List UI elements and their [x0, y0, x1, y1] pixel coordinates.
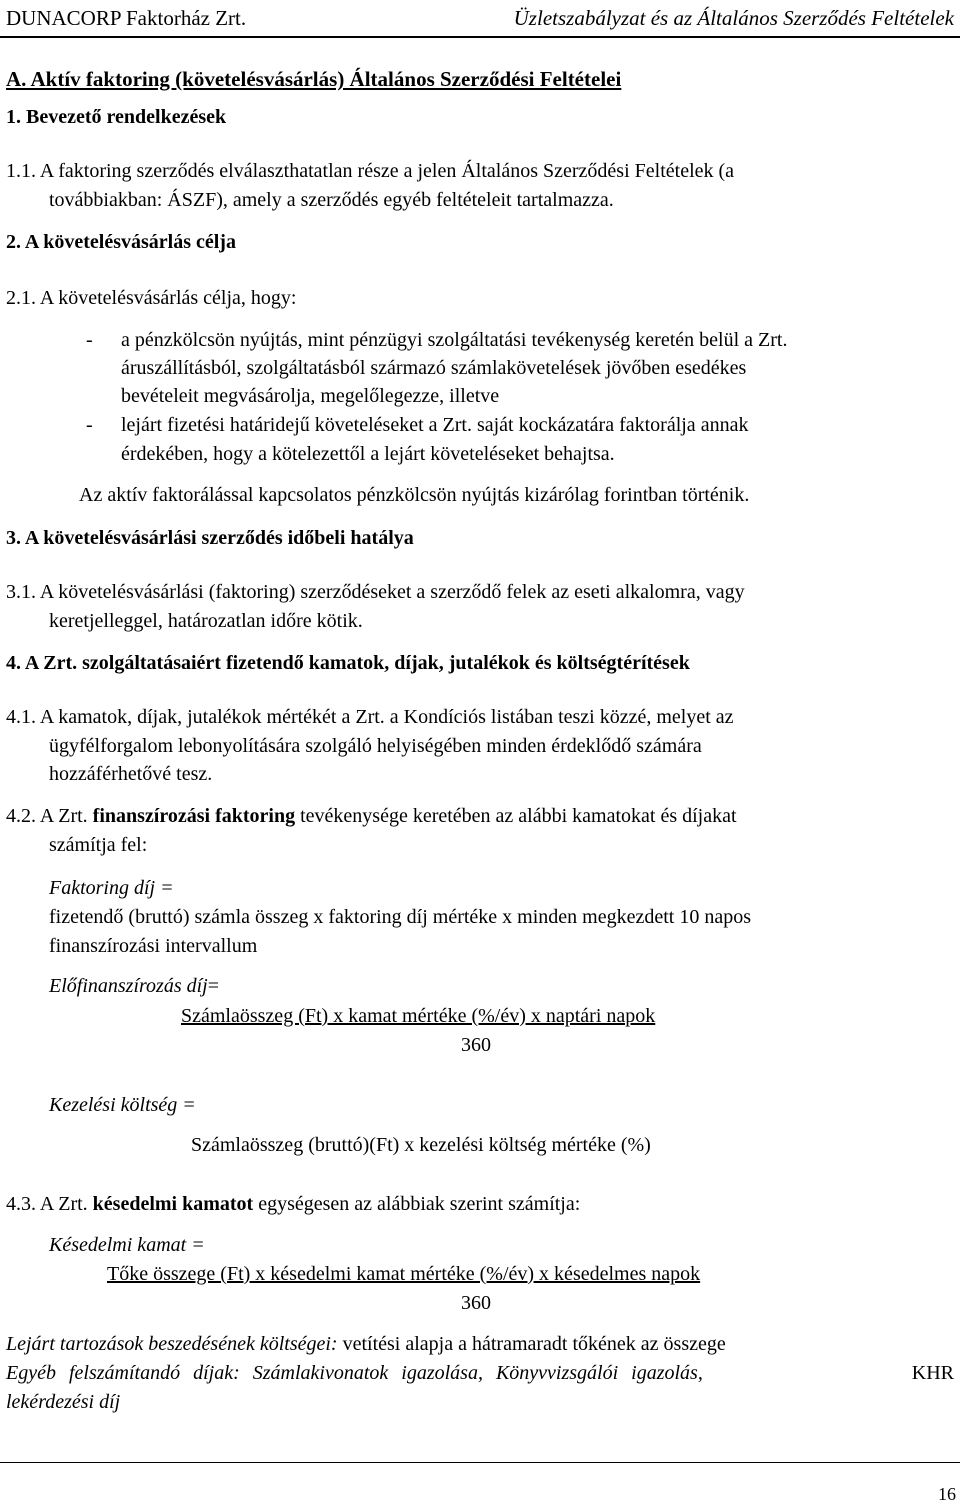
section-4-heading: 4. A Zrt. szolgáltatásaiért fizetendő kamatok, díjak, jutalékok és költségtérítések: [6, 652, 690, 674]
list-item-2-line1: lejárt fizetési határidejű követeléseket a Zrt. saját kockázatára faktorálja annak: [121, 414, 749, 436]
other-fees-line1: [6, 1361, 954, 1385]
paragraph-4-2-line2: számítja fel:: [49, 834, 148, 856]
list-item-2-line2: érdekében, hogy a kötelezettől a lejárt követeléseket behajtsa.: [121, 443, 615, 465]
collection-cost-label: Lejárt tartozások beszedésének költségei:: [6, 1333, 338, 1355]
list-item-1-line1: a pénzkölcsön nyújtás, mint pénzügyi szolgáltatási tevékenység keretén belül a Zrt.: [121, 329, 788, 351]
list-dash: -: [86, 414, 93, 436]
prefinancing-fee-denominator: 360: [461, 1034, 491, 1056]
late-interest-denominator: 360: [461, 1292, 491, 1314]
paragraph-4-2-line1: [6, 804, 737, 828]
section-3-heading: 3. A követelésvásárlási szerződés időbeli hatálya: [6, 527, 414, 549]
forint-note: Az aktív faktorálással kapcsolatos pénzkölcsön nyújtás kizárólag forintban történik.: [79, 484, 750, 506]
document-title: A. Aktív faktoring (követelésvásárlás) Általános Szerződési Feltételei: [6, 67, 622, 91]
paragraph-3-1-line1: 3.1. A követelésvásárlási (faktoring) szerződéseket a szerződő felek az eseti alkalomra, vagy: [6, 581, 745, 603]
header-doc-title: Üzletszabályzat és az Általános Szerződés Feltételek: [513, 6, 954, 30]
page-number: 16: [938, 1484, 956, 1504]
collection-cost-line: [6, 1332, 726, 1356]
footer-rule: [0, 1462, 960, 1463]
paragraph-4-2-suffix: tevékenysége keretében az alábbi kamatokat és díjakat: [295, 805, 737, 827]
prefinancing-fee-equals: =: [207, 975, 220, 997]
paragraph-4-3-suffix: egységesen az alábbiak szerint számítja:: [253, 1193, 581, 1215]
paragraph-4-3-bold: késedelmi kamatot: [92, 1193, 254, 1215]
paragraph-4-2-prefix: 4.2. A Zrt.: [6, 805, 93, 827]
paragraph-4-1-line2: ügyfélforgalom lebonyolítására szolgáló helyiségében minden érdeklődő számára: [49, 735, 702, 757]
late-interest-label: Késedelmi kamat =: [49, 1234, 205, 1256]
late-interest-numerator: Tőke összege (Ft) x késedelmi kamat mértéke (%/év) x késedelmes napok: [107, 1263, 701, 1285]
paragraph-1-1-line2: továbbiakban: ÁSZF), amely a szerződés egyéb feltételeit tartalmazza.: [49, 189, 614, 211]
factoring-fee-formula-line2: finanszírozási intervallum: [49, 935, 258, 957]
paragraph-4-1-line3: hozzáférhetővé tesz.: [49, 763, 213, 785]
paragraph-4-1-line1: 4.1. A kamatok, díjak, jutalékok mértékét a Zrt. a Kondíciós listában teszi közzé, melyet az: [6, 706, 734, 728]
collection-cost-text: vetítési alapja a hátramaradt tőkének az összege: [337, 1333, 726, 1355]
page-header: [0, 0, 960, 38]
other-fees-khr: KHR: [911, 1362, 954, 1384]
other-fees-line2: lekérdezési díj: [6, 1391, 121, 1413]
handling-cost-formula: Számlaösszeg (bruttó)(Ft) x kezelési költség mértéke (%): [191, 1134, 651, 1156]
paragraph-1-1-line1: 1.1. A faktoring szerződés elválaszthatatlan része a jelen Általános Szerződési Feltételek (a: [6, 160, 735, 182]
paragraph-4-2-bold: finanszírozási faktoring: [92, 805, 296, 827]
list-dash: -: [86, 329, 93, 351]
section-2-heading: 2. A követelésvásárlás célja: [6, 231, 236, 253]
factoring-fee-formula-line1: fizetendő (bruttó) számla összeg x faktoring díj mértéke x minden megkezdett 10 napos: [49, 906, 752, 928]
paragraph-4-3-prefix: 4.3. A Zrt.: [6, 1193, 93, 1215]
prefinancing-fee-label: Előfinanszírozás díj: [49, 975, 208, 997]
header-rule: [0, 36, 960, 38]
list-item-1-line3: bevételeit megvásárolja, megelőlegezze, illetve: [121, 385, 500, 407]
prefinancing-fee-label-row: [49, 974, 219, 998]
header-company: DUNACORP Faktorház Zrt.: [6, 6, 247, 30]
prefinancing-fee-numerator: Számlaösszeg (Ft) x kamat mértéke (%/év) x naptári napok: [181, 1005, 656, 1027]
paragraph-4-3: [6, 1192, 580, 1216]
handling-cost-label: Kezelési költség =: [49, 1094, 196, 1116]
other-fees-label: Egyéb felszámítandó díjak: Számlakivonatok igazolása, Könyvvizsgálói igazolás,: [6, 1362, 703, 1384]
paragraph-3-1-line2: keretjelleggel, határozatlan időre kötik.: [49, 610, 363, 632]
factoring-fee-label: Faktoring díj =: [49, 877, 174, 899]
section-1-heading: 1. Bevezető rendelkezések: [6, 106, 227, 128]
list-item-1-line2: áruszállításból, szolgáltatásból származó számlakövetelések jövőben esedékes: [121, 357, 747, 379]
paragraph-2-1: 2.1. A követelésvásárlás célja, hogy:: [6, 287, 297, 309]
